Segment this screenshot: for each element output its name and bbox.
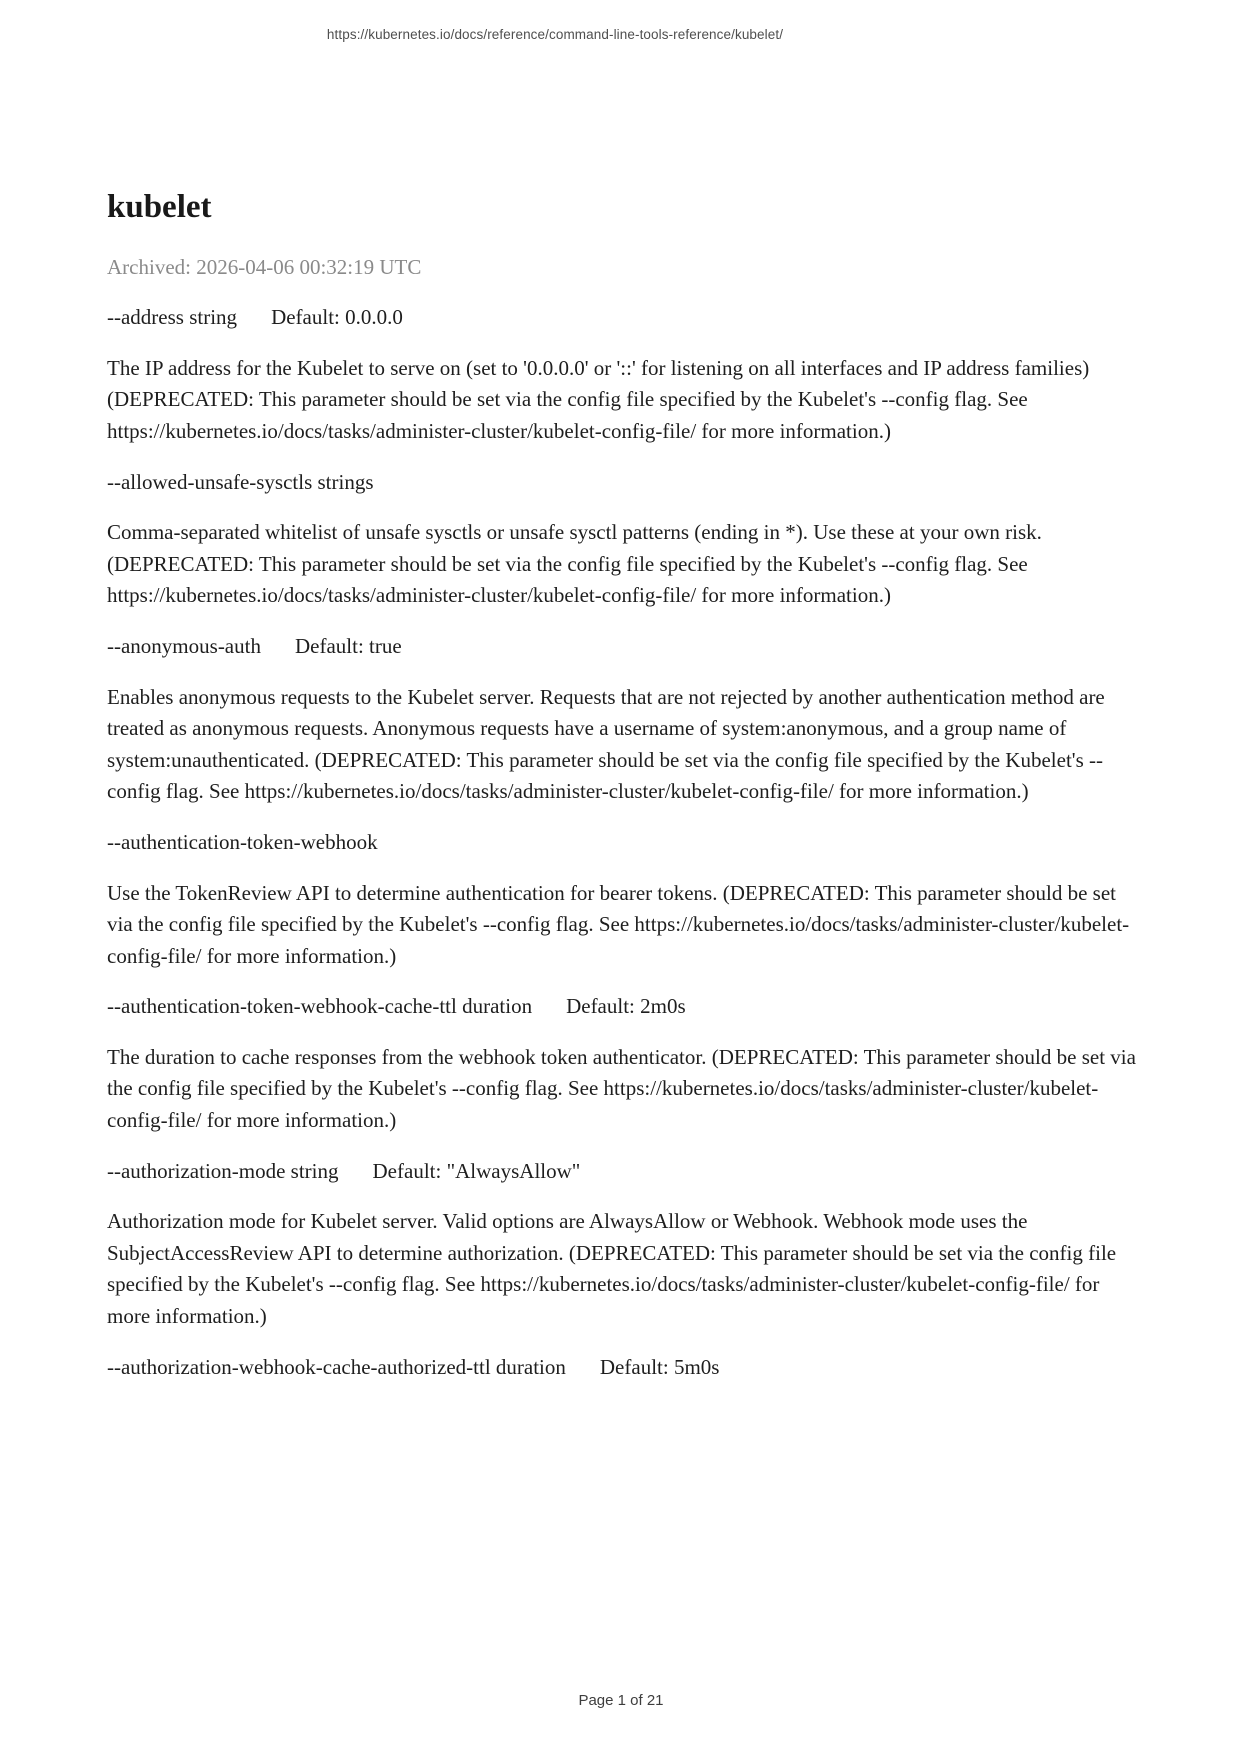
flag-line [107, 827, 1139, 859]
flag-line [107, 1156, 1139, 1188]
flag-default-value: Default: 5m0s [599, 1354, 720, 1379]
flag-name: --authorization-webhook-cache-authorized-ttl duration [107, 1354, 566, 1379]
flag-entry-allowed-unsafe-sysctls [107, 467, 1139, 612]
flag-description: Authorization mode for Kubelet server. Valid options are AlwaysAllow or Webhook. Webhook mode uses the SubjectAccessReview API to determine authorization. (DEPRECATED: This parameter should be set via the config file specified by the Kubelet's --config flag. See https://kubernetes.io/docs/tasks/administer-cluster/kubelet-config-file/ for more information.) [107, 1209, 1117, 1329]
flag-description: Use the TokenReview API to determine authentication for bearer tokens. (DEPRECATED: This parameter should be set via the config file specified by the Kubelet's --config flag. See https://kubernetes.io/docs/tasks/administer-cluster/kubelet-config-file/ for more information.) [107, 880, 1130, 968]
flag-entry-authorization-mode [107, 1156, 1139, 1333]
archived-timestamp: Archived: 2026-04-06 00:32:19 UTC [107, 254, 422, 279]
flag-entry-anonymous-auth [107, 631, 1139, 808]
flag-name: --authorization-mode string [107, 1158, 339, 1183]
flag-entry-authorization-webhook-cache-authorized-ttl [107, 1352, 1139, 1384]
flag-line [107, 302, 1139, 334]
flag-line [107, 1352, 1139, 1384]
flag-line [107, 991, 1139, 1023]
flag-line [107, 467, 1139, 499]
print-header-url: https://kubernetes.io/docs/reference/command-line-tools-reference/kubelet/ [326, 27, 784, 42]
flag-entry-authentication-token-webhook [107, 827, 1139, 972]
flag-name: --authentication-token-webhook-cache-ttl duration [107, 994, 533, 1019]
flag-description: Comma-separated whitelist of unsafe sysctls or unsafe sysctl patterns (ending in *). Use these at your own risk. (DEPRECATED: This parameter should be set via the config file specified by the Kubelet's --config flag. See https://kubernetes.io/docs/tasks/administer-cluster/kubelet-config-file/ for more information.) [107, 520, 1042, 608]
page-number-label: Page 1 of 21 [578, 1692, 664, 1709]
flag-default-value: Default: true [294, 633, 402, 658]
document-content [107, 0, 1139, 1402]
flag-line [107, 631, 1139, 663]
flag-default-value: Default: 0.0.0.0 [271, 305, 403, 330]
flag-entry-address [107, 302, 1139, 447]
flag-description: Enables anonymous requests to the Kubelet server. Requests that are not rejected by another authentication method are treated as anonymous requests. Anonymous requests have a username of system:anonymous, and a group name of system:unauthenticated. (DEPRECATED: This parameter should be set via the config file specified by the Kubelet's --config flag. See https://kubernetes.io/docs/tasks/administer-cluster/kubelet-config-file/ for more information.) [107, 684, 1105, 804]
flag-name: --authentication-token-webhook [107, 829, 378, 854]
flag-entry-authentication-token-webhook-cache-ttl [107, 991, 1139, 1136]
flag-default-value: Default: 2m0s [566, 994, 686, 1019]
flag-default-value: Default: "AlwaysAllow" [372, 1158, 581, 1183]
flag-description: The duration to cache responses from the webhook token authenticator. (DEPRECATED: This parameter should be set via the config file specified by the Kubelet's --config flag. See https://kubernetes.io/docs/tasks/administer-cluster/kubelet-config-file/ for more information.) [107, 1044, 1136, 1133]
flag-name: --allowed-unsafe-sysctls strings [107, 469, 374, 494]
flag-description: The IP address for the Kubelet to serve on (set to '0.0.0.0' or '::' for listening on all interfaces and IP address families) (DEPRECATED: This parameter should be set via the config file specified by the Kubelet's --config flag. See https://kubernetes.io/docs/tasks/administer-cluster/kubelet-config-file/ for more information.) [107, 355, 1090, 443]
flag-name: --address string [107, 305, 238, 330]
page-title: kubelet [107, 189, 212, 225]
flag-name: --anonymous-auth [107, 633, 261, 658]
